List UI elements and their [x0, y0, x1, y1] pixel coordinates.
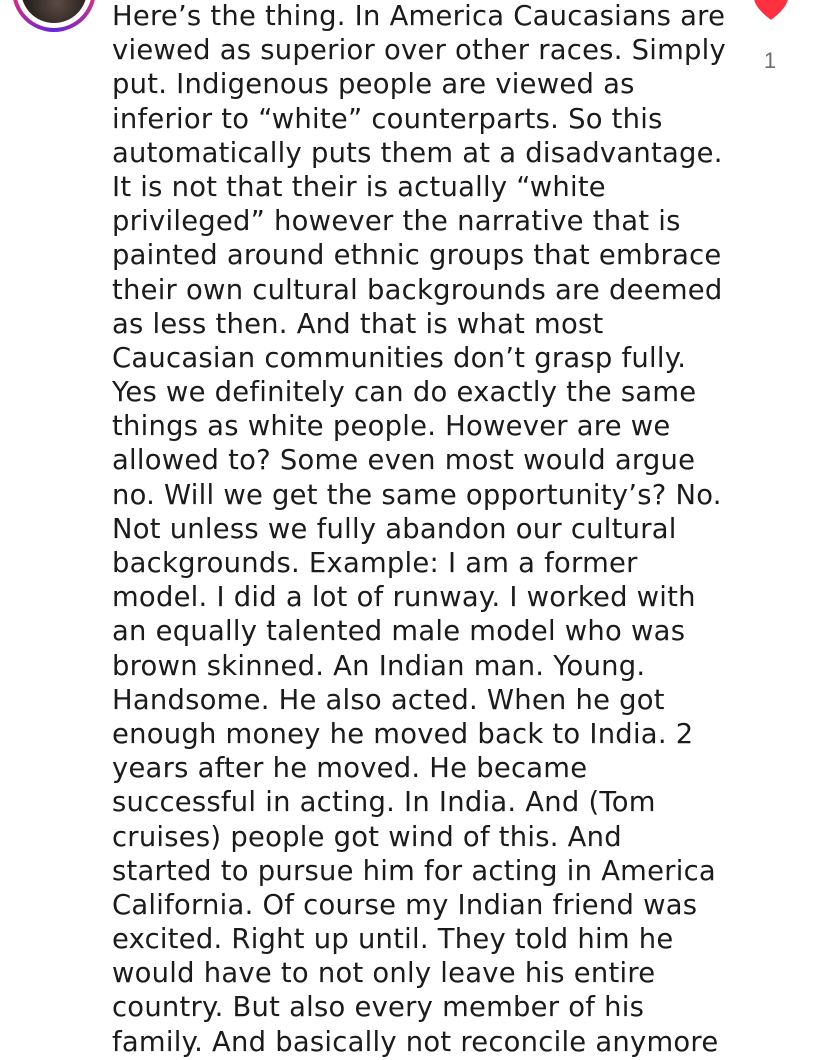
comment-line: their own cultural backgrounds are deemed	[112, 274, 723, 306]
comment-line: family. And basically not reconcile anymore	[112, 1026, 719, 1058]
avatar-story-ring[interactable]	[12, 0, 96, 32]
comment-line: It is not that their is actually “white	[112, 171, 606, 203]
comment-line: inferior to “white” counterparts. So this	[112, 103, 663, 135]
like-count: 1	[763, 48, 777, 73]
comment-line: viewed as superior over other races. Simply	[112, 35, 726, 67]
comment-line: excited. Right up until. They told him he	[112, 924, 674, 956]
comment-line: brown skinned. An Indian man. Young.	[112, 650, 646, 682]
comment-line: an equally talented male model who was	[112, 616, 686, 648]
comment-line: California. Of course my Indian friend was	[112, 889, 698, 921]
comment-line: Not unless we fully abandon our cultural	[112, 513, 677, 545]
comment-line: years after he moved. He became	[112, 753, 588, 785]
comment-line: Here’s the thing. In America Caucasians are	[112, 1, 726, 32]
comment-line: Yes we definitely can do exactly the same	[112, 377, 697, 409]
comment-text	[112, 0, 732, 1060]
comment-line: Caucasian communities don’t grasp fully.	[112, 342, 687, 374]
comment-line: cruises) people got wind of this. And	[112, 821, 622, 853]
comment-line: allowed to? Some even most would argue	[112, 445, 696, 477]
comment-line: model. I did a lot of runway. I worked with	[112, 582, 696, 614]
comment-line: no. Will we get the same opportunity’s? No.	[112, 479, 722, 511]
like-area[interactable]	[740, 0, 804, 90]
comment-line: put. Indigenous people are viewed as	[112, 69, 635, 101]
comment-line: successful in acting. In India. And (Tom	[112, 787, 656, 819]
comment-line: Handsome. He also acted. When he got	[112, 684, 665, 716]
comment-line: things as white people. However are we	[112, 411, 671, 443]
comment-line: automatically puts them at a disadvantage.	[112, 137, 723, 169]
comment-line: enough money he moved back to India. 2	[112, 718, 694, 750]
comment-line: backgrounds. Example: I am a former	[112, 548, 638, 579]
comment-line: would have to not only leave his entire	[112, 958, 656, 990]
comment-line: as less then. And that is what most	[112, 308, 604, 340]
comment-line: country. But also every member of his	[112, 992, 645, 1024]
heart-icon[interactable]	[750, 0, 792, 24]
comment-line: painted around ethnic groups that embrace	[112, 240, 722, 272]
comment-line: privileged” however the narrative that is	[112, 206, 681, 238]
comment-line: started to pursue him for acting in America	[112, 855, 716, 887]
